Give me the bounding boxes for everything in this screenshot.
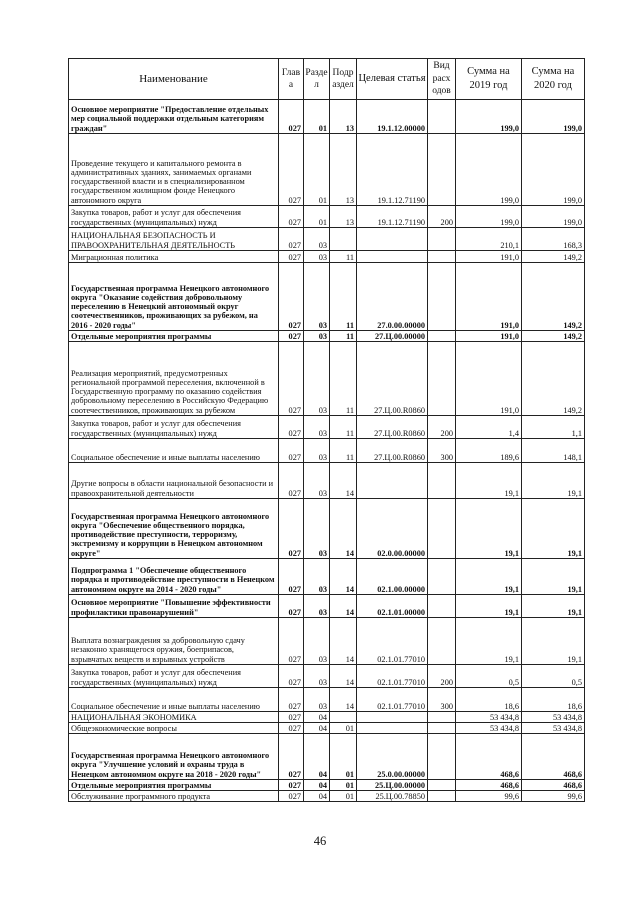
cell-sum-2020: 19,1: [522, 499, 585, 559]
cell-glava: 027: [279, 595, 304, 618]
cell-podrazdel: 01: [330, 723, 357, 734]
table-row: [69, 439, 585, 463]
table-row: [69, 463, 585, 499]
header-razdel: Разде л: [304, 59, 330, 100]
cell-sum-2019: 0,5: [456, 665, 522, 688]
cell-podrazdel: 14: [330, 618, 357, 665]
cell-vid: [428, 463, 456, 499]
cell-podrazdel: 14: [330, 463, 357, 499]
cell-name: НАЦИОНАЛЬНАЯ БЕЗОПАСНОСТЬ И ПРАВООХРАНИТЕЛЬНАЯ ДЕЯТЕЛЬНОСТЬ: [69, 228, 279, 251]
cell-sum-2020: 149,2: [522, 251, 585, 263]
cell-razdel: 04: [304, 712, 330, 723]
cell-sum-2020: 53 434,8: [522, 712, 585, 723]
cell-vid: 300: [428, 439, 456, 463]
cell-razdel: 03: [304, 251, 330, 263]
cell-sum-2019: 191,0: [456, 251, 522, 263]
cell-sum-2020: 168,3: [522, 228, 585, 251]
table-row: [69, 595, 585, 618]
cell-razdel: 04: [304, 723, 330, 734]
table-row: [69, 734, 585, 780]
cell-target: [357, 463, 428, 499]
cell-razdel: 03: [304, 331, 330, 342]
cell-vid: [428, 595, 456, 618]
cell-sum-2020: 468,6: [522, 734, 585, 780]
cell-name: Основное мероприятие "Повышение эффективности профилактики правонарушений": [69, 595, 279, 618]
cell-podrazdel: 11: [330, 263, 357, 331]
cell-razdel: 04: [304, 734, 330, 780]
cell-target: 27.Ц.00.R0860: [357, 342, 428, 416]
cell-vid: [428, 100, 456, 134]
cell-name: Общеэкономические вопросы: [69, 723, 279, 734]
table-body: [69, 100, 585, 802]
cell-name: Другие вопросы в области национальной безопасности и правоохранительной деятельности: [69, 463, 279, 499]
table-row: [69, 780, 585, 791]
cell-sum-2020: 149,2: [522, 263, 585, 331]
cell-target: 02.1.01.77010: [357, 618, 428, 665]
cell-razdel: 03: [304, 342, 330, 416]
table-row: [69, 688, 585, 712]
cell-vid: [428, 263, 456, 331]
cell-glava: 027: [279, 342, 304, 416]
cell-vid: [428, 734, 456, 780]
cell-sum-2019: 18,6: [456, 688, 522, 712]
cell-name: Отдельные мероприятия программы: [69, 331, 279, 342]
cell-sum-2020: 53 434,8: [522, 723, 585, 734]
cell-target: 02.0.00.00000: [357, 499, 428, 559]
header-name: Наименование: [69, 59, 279, 100]
header-target: Целевая статья: [357, 59, 428, 100]
table-row: [69, 723, 585, 734]
table-row: [69, 342, 585, 416]
cell-name: НАЦИОНАЛЬНАЯ ЭКОНОМИКА: [69, 712, 279, 723]
cell-vid: [428, 499, 456, 559]
cell-target: 25.0.00.00000: [357, 734, 428, 780]
cell-name: Обслуживание программного продукта: [69, 791, 279, 802]
table-row: [69, 263, 585, 331]
cell-razdel: 01: [304, 134, 330, 206]
cell-sum-2019: 191,0: [456, 342, 522, 416]
cell-razdel: 03: [304, 618, 330, 665]
table-row: [69, 499, 585, 559]
cell-name: Миграционная политика: [69, 251, 279, 263]
cell-vid: [428, 251, 456, 263]
cell-sum-2020: 199,0: [522, 100, 585, 134]
table-row: [69, 559, 585, 595]
table-row: [69, 665, 585, 688]
cell-sum-2020: 148,1: [522, 439, 585, 463]
cell-target: [357, 723, 428, 734]
cell-vid: [428, 342, 456, 416]
cell-name: Социальное обеспечение и иные выплаты населению: [69, 688, 279, 712]
cell-sum-2020: 19,1: [522, 618, 585, 665]
cell-sum-2019: 1,4: [456, 416, 522, 439]
cell-sum-2020: 149,2: [522, 331, 585, 342]
cell-glava: 027: [279, 723, 304, 734]
cell-sum-2019: 99,6: [456, 791, 522, 802]
cell-razdel: 04: [304, 791, 330, 802]
cell-vid: [428, 791, 456, 802]
cell-podrazdel: 14: [330, 688, 357, 712]
cell-name: Отдельные мероприятия программы: [69, 780, 279, 791]
cell-glava: 027: [279, 780, 304, 791]
cell-razdel: 03: [304, 595, 330, 618]
cell-name: Подпрограмма 1 "Обеспечение общественного порядка и противодействие преступности в Ненецком автономном округе на 2014 - 2020 годы": [69, 559, 279, 595]
cell-sum-2019: 19,1: [456, 618, 522, 665]
cell-sum-2019: 210,1: [456, 228, 522, 251]
cell-podrazdel: [330, 712, 357, 723]
cell-target: 27.Ц.00.R0860: [357, 416, 428, 439]
table-row: [69, 712, 585, 723]
cell-glava: 027: [279, 331, 304, 342]
cell-vid: [428, 712, 456, 723]
header-glava: Глав а: [279, 59, 304, 100]
cell-name: Государственная программа Ненецкого автономного округа "Оказание содействия добровольному переселению в Ненецкий автономный округ соотечественников, проживающих за рубежом, на 2016 - 2020 годы": [69, 263, 279, 331]
cell-sum-2019: 53 434,8: [456, 723, 522, 734]
cell-target: 19.1.12.71190: [357, 206, 428, 228]
cell-name: Реализация мероприятий, предусмотренных региональной программой переселения, включенной в Государственную программу по оказанию содействия добровольному переселению в Российскую Федерацию соотечественников, проживающих за рубежом: [69, 342, 279, 416]
cell-vid: [428, 723, 456, 734]
cell-sum-2020: 19,1: [522, 463, 585, 499]
cell-target: 02.1.01.00000: [357, 595, 428, 618]
cell-target: [357, 712, 428, 723]
header-sum-2020: Сумма на 2020 год: [522, 59, 585, 100]
cell-podrazdel: 14: [330, 559, 357, 595]
cell-glava: 027: [279, 734, 304, 780]
cell-sum-2019: 189,6: [456, 439, 522, 463]
cell-sum-2020: 19,1: [522, 595, 585, 618]
cell-sum-2019: 199,0: [456, 134, 522, 206]
cell-sum-2020: 1,1: [522, 416, 585, 439]
table-row: [69, 251, 585, 263]
header-podrazdel: Подр аздел: [330, 59, 357, 100]
cell-sum-2019: 468,6: [456, 734, 522, 780]
cell-vid: 300: [428, 688, 456, 712]
cell-podrazdel: 11: [330, 342, 357, 416]
cell-razdel: 03: [304, 688, 330, 712]
cell-target: 02.1.00.00000: [357, 559, 428, 595]
cell-sum-2019: 53 434,8: [456, 712, 522, 723]
cell-glava: 027: [279, 463, 304, 499]
cell-name: Государственная программа Ненецкого автономного округа "Обеспечение общественного порядка, противодействие преступности, терроризму, экстремизму и коррупции в Ненецком автономном округе": [69, 499, 279, 559]
cell-vid: 200: [428, 206, 456, 228]
cell-podrazdel: 01: [330, 791, 357, 802]
cell-name: Проведение текущего и капитального ремонта в административных зданиях, занимаемых органами государственной власти и в специализированном государственном жилищном фонде Ненецкого автономного округа: [69, 134, 279, 206]
cell-glava: 027: [279, 499, 304, 559]
table-row: [69, 331, 585, 342]
cell-sum-2020: 199,0: [522, 134, 585, 206]
cell-glava: 027: [279, 251, 304, 263]
cell-target: 27.Ц.00.00000: [357, 331, 428, 342]
cell-target: 25.Ц.00.00000: [357, 780, 428, 791]
cell-sum-2020: 18,6: [522, 688, 585, 712]
cell-glava: 027: [279, 100, 304, 134]
cell-target: [357, 228, 428, 251]
cell-glava: 027: [279, 263, 304, 331]
cell-glava: 027: [279, 439, 304, 463]
cell-razdel: 03: [304, 416, 330, 439]
cell-glava: 027: [279, 206, 304, 228]
cell-podrazdel: 14: [330, 665, 357, 688]
table-row: [69, 206, 585, 228]
cell-target: 02.1.01.77010: [357, 688, 428, 712]
cell-podrazdel: 11: [330, 439, 357, 463]
cell-sum-2019: 199,0: [456, 206, 522, 228]
cell-sum-2019: 191,0: [456, 331, 522, 342]
table-header-row: [69, 59, 585, 100]
cell-name: Закупка товаров, работ и услуг для обеспечения государственных (муниципальных) нужд: [69, 416, 279, 439]
table-row: [69, 618, 585, 665]
cell-razdel: 03: [304, 463, 330, 499]
cell-name: Закупка товаров, работ и услуг для обеспечения государственных (муниципальных) нужд: [69, 206, 279, 228]
cell-name: Основное мероприятие "Предоставление отдельных мер социальной поддержки отдельным категориям граждан": [69, 100, 279, 134]
header-vid: Вид расх одов: [428, 59, 456, 100]
cell-vid: 200: [428, 416, 456, 439]
cell-name: Социальное обеспечение и иные выплаты населению: [69, 439, 279, 463]
cell-sum-2019: 19,1: [456, 559, 522, 595]
cell-target: 27.0.00.00000: [357, 263, 428, 331]
cell-name: Закупка товаров, работ и услуг для обеспечения государственных (муниципальных) нужд: [69, 665, 279, 688]
cell-razdel: 04: [304, 780, 330, 791]
cell-podrazdel: 13: [330, 206, 357, 228]
cell-vid: [428, 559, 456, 595]
cell-sum-2019: 19,1: [456, 595, 522, 618]
cell-podrazdel: [330, 228, 357, 251]
cell-razdel: 03: [304, 228, 330, 251]
cell-glava: 027: [279, 665, 304, 688]
cell-sum-2020: 99,6: [522, 791, 585, 802]
cell-razdel: 03: [304, 559, 330, 595]
cell-podrazdel: 14: [330, 595, 357, 618]
cell-sum-2020: 19,1: [522, 559, 585, 595]
cell-glava: 027: [279, 688, 304, 712]
cell-name: Государственная программа Ненецкого автономного округа "Улучшение условий и охраны труда в Ненецком автономном округе на 2018 - 2020 годы": [69, 734, 279, 780]
table-row: [69, 228, 585, 251]
cell-podrazdel: 01: [330, 734, 357, 780]
cell-vid: 200: [428, 665, 456, 688]
cell-razdel: 01: [304, 100, 330, 134]
cell-glava: 027: [279, 416, 304, 439]
cell-razdel: 03: [304, 439, 330, 463]
cell-glava: 027: [279, 791, 304, 802]
budget-table: [68, 58, 585, 802]
cell-sum-2020: 468,6: [522, 780, 585, 791]
cell-target: 19.1.12.71190: [357, 134, 428, 206]
table-row: [69, 416, 585, 439]
table-row: [69, 100, 585, 134]
cell-razdel: 03: [304, 665, 330, 688]
header-sum-2019: Сумма на 2019 год: [456, 59, 522, 100]
table-row: [69, 134, 585, 206]
table-row: [69, 791, 585, 802]
cell-razdel: 03: [304, 263, 330, 331]
cell-glava: 027: [279, 712, 304, 723]
cell-glava: 027: [279, 228, 304, 251]
cell-podrazdel: 11: [330, 416, 357, 439]
cell-sum-2020: 199,0: [522, 206, 585, 228]
cell-razdel: 01: [304, 206, 330, 228]
cell-glava: 027: [279, 618, 304, 665]
cell-sum-2019: 199,0: [456, 100, 522, 134]
cell-podrazdel: 11: [330, 331, 357, 342]
cell-name: Выплата вознаграждения за добровольную сдачу незаконно хранящегося оружия, боеприпасов, взрывчатых веществ и взрывных устройств: [69, 618, 279, 665]
cell-podrazdel: 14: [330, 499, 357, 559]
cell-target: 19.1.12.00000: [357, 100, 428, 134]
cell-sum-2020: 149,2: [522, 342, 585, 416]
cell-podrazdel: 01: [330, 780, 357, 791]
cell-podrazdel: 13: [330, 100, 357, 134]
cell-vid: [428, 618, 456, 665]
cell-vid: [428, 228, 456, 251]
cell-sum-2019: 191,0: [456, 263, 522, 331]
cell-target: 02.1.01.77010: [357, 665, 428, 688]
cell-vid: [428, 331, 456, 342]
cell-sum-2019: 19,1: [456, 499, 522, 559]
page-number: 46: [313, 834, 327, 848]
cell-vid: [428, 780, 456, 791]
cell-target: [357, 251, 428, 263]
cell-razdel: 03: [304, 499, 330, 559]
cell-target: 25.Ц.00.78850: [357, 791, 428, 802]
cell-sum-2019: 19,1: [456, 463, 522, 499]
cell-target: 27.Ц.00.R0860: [357, 439, 428, 463]
cell-sum-2020: 0,5: [522, 665, 585, 688]
cell-podrazdel: 11: [330, 251, 357, 263]
cell-glava: 027: [279, 559, 304, 595]
cell-vid: [428, 134, 456, 206]
cell-podrazdel: 13: [330, 134, 357, 206]
cell-sum-2019: 468,6: [456, 780, 522, 791]
cell-glava: 027: [279, 134, 304, 206]
